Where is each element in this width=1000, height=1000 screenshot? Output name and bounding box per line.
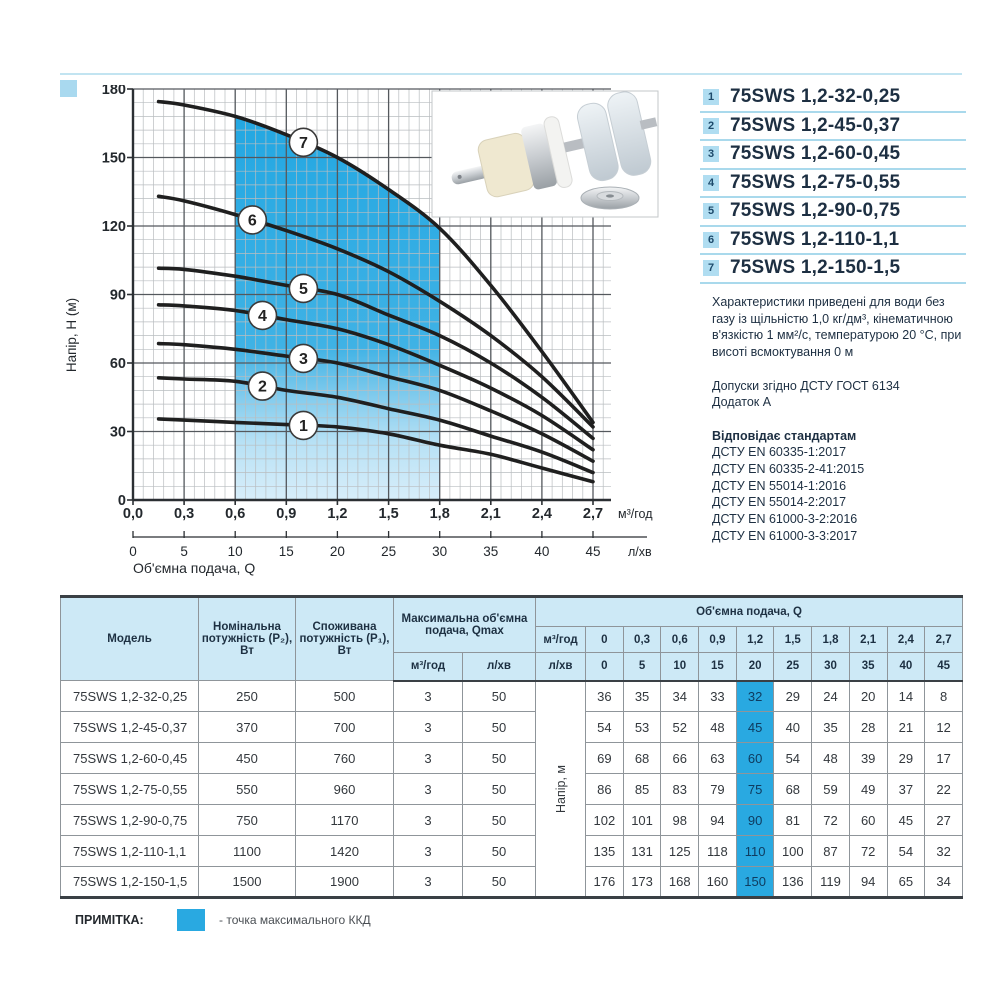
cell-head: 72 [812,805,850,836]
q-tick-m3: 1,5 [774,627,812,653]
cell-model: 75SWS 1,2-45-0,37 [61,712,199,743]
cell-head: 21 [887,712,925,743]
allowances-note [712,378,970,411]
col-header-nominal-power: Номінальна потужність (P₂), Вт [199,597,296,681]
cell-head: 81 [774,805,812,836]
legend-model-label: 75SWS 1,2-110-1,1 [730,228,900,250]
cell-head: 53 [623,712,661,743]
cell-head: 102 [586,805,624,836]
legend-item [700,113,966,142]
curve-label-5 [289,274,317,302]
q-tick-m3: 0,9 [699,627,737,653]
x-tick-label-lmin: 45 [585,544,601,559]
pump-curves-chart [60,85,692,585]
q-tick-lmin: 15 [699,653,737,681]
cell-head: 37 [887,774,925,805]
cell-p1: 1170 [296,805,394,836]
legend-model-label: 75SWS 1,2-90-0,75 [730,200,901,222]
cell-model: 75SWS 1,2-75-0,55 [61,774,199,805]
cell-p2: 750 [199,805,296,836]
curve-label-4 [249,301,277,329]
svg-text:5: 5 [298,280,308,298]
curve-label-6 [238,206,266,234]
cell-head: 118 [699,836,737,867]
cell-head: 20 [849,681,887,712]
cell-head: 60 [849,805,887,836]
cell-head: 48 [699,712,737,743]
cell-p1: 960 [296,774,394,805]
cell-head: 101 [623,805,661,836]
cell-head: 119 [812,867,850,898]
cell-qmax-m3: 3 [394,805,463,836]
legend-model-label: 75SWS 1,2-45-0,37 [730,114,901,136]
cell-head: 87 [812,836,850,867]
head-axis-label-cell: Напір, м [536,681,586,898]
cell-head: 176 [586,867,624,898]
cell-head: 135 [586,836,624,867]
cell-p1: 500 [296,681,394,712]
cell-head: 160 [699,867,737,898]
x-tick-label-m3h: 2,4 [531,506,552,522]
x-tick-label-lmin: 0 [129,544,137,559]
cell-head: 54 [586,712,624,743]
footnote-label: ПРИМІТКА: [75,913,144,927]
x-unit-primary: м³/год [618,507,653,521]
cell-head: 66 [661,743,699,774]
cell-qmax-lmin: 50 [463,836,536,867]
cell-head: 69 [586,743,624,774]
qmax-unit-m3: м³/год [394,653,463,681]
legend-model-label: 75SWS 1,2-75-0,55 [730,171,901,193]
legend-number-badge: 6 [703,232,719,248]
cell-head: 22 [925,774,963,805]
q-tick-m3: 2,4 [887,627,925,653]
col-header-consumed-power: Споживана потужність (P₁), Вт [296,597,394,681]
q-tick-lmin: 20 [736,653,774,681]
allowances-line-2: Додаток А [712,395,772,410]
legend-model-label: 75SWS 1,2-150-1,5 [730,257,901,279]
cell-head: 94 [699,805,737,836]
cell-qmax-m3: 3 [394,867,463,898]
col-header-q-section: Об'ємна подача, Q [536,597,963,627]
cell-qmax-m3: 3 [394,836,463,867]
cell-p1: 760 [296,743,394,774]
cell-head: 85 [623,774,661,805]
legend-item [700,255,966,284]
legend-number-badge: 2 [703,118,719,134]
svg-text:4: 4 [258,307,267,325]
cell-head: 173 [623,867,661,898]
q-row-unit-lmin: л/хв [536,653,586,681]
pump-parts-photo [432,86,667,217]
footnote [75,908,371,932]
cell-qmax-m3: 3 [394,743,463,774]
specification-table [60,595,963,899]
q-tick-lmin: 25 [774,653,812,681]
q-tick-m3: 2,7 [925,627,963,653]
cell-qmax-lmin: 50 [463,712,536,743]
cell-head: 14 [887,681,925,712]
cell-qmax-m3: 3 [394,681,463,712]
cell-head: 59 [812,774,850,805]
cell-head: 136 [774,867,812,898]
cell-p2: 550 [199,774,296,805]
cell-model: 75SWS 1,2-60-0,45 [61,743,199,774]
legend-item [700,227,966,256]
standard-entry: ДСТУ EN 55014-2:2017 [712,495,847,510]
curve-legend [700,84,966,284]
cell-head: 49 [849,774,887,805]
cell-head: 68 [774,774,812,805]
cell-p2: 450 [199,743,296,774]
cell-qmax-lmin: 50 [463,681,536,712]
cell-head: 35 [812,712,850,743]
x-tick-label-m3h: 0,3 [174,506,195,522]
x-unit-secondary: л/хв [628,545,652,559]
table-row [61,774,963,805]
cell-head: 32 [925,836,963,867]
cell-qmax-lmin: 50 [463,805,536,836]
svg-text:2: 2 [258,378,267,396]
legend-model-label: 75SWS 1,2-60-0,45 [730,143,901,165]
cell-head: 24 [812,681,850,712]
cell-head: 168 [661,867,699,898]
legend-number-badge: 3 [703,146,719,162]
allowances-line-1: Допуски згідно ДСТУ ГОСТ 6134 [712,378,900,393]
cell-head: 72 [849,836,887,867]
col-header-qmax: Максимальна об'ємна подача, Qmax [394,597,536,653]
cell-head: 83 [661,774,699,805]
cell-head: 48 [812,743,850,774]
max-efficiency-legend-swatch [177,909,205,931]
qmax-unit-lmin: л/хв [463,653,536,681]
svg-text:1: 1 [298,417,308,435]
cell-head: 131 [623,836,661,867]
cell-qmax-lmin: 50 [463,743,536,774]
cell-head: 34 [925,867,963,898]
curve-label-7 [289,128,317,156]
x-tick-label-lmin: 20 [329,544,345,559]
x-axis-caption: Об'ємна подача, Q [133,560,256,576]
y-tick-label: 0 [117,493,126,509]
cell-head-max-efficiency: 60 [736,743,774,774]
cell-head-max-efficiency: 90 [736,805,774,836]
cell-p1: 1420 [296,836,394,867]
cell-head-max-efficiency: 32 [736,681,774,712]
cell-head: 98 [661,805,699,836]
cell-head: 29 [774,681,812,712]
x-tick-label-m3h: 1,8 [429,506,450,522]
standards-block [712,428,970,544]
x-tick-label-m3h: 0,9 [276,506,297,522]
cell-p2: 1500 [199,867,296,898]
cell-head-max-efficiency: 45 [736,712,774,743]
cell-head: 52 [661,712,699,743]
table-row [61,805,963,836]
x-tick-label-lmin: 40 [534,544,550,559]
table-row [61,867,963,898]
cell-qmax-lmin: 50 [463,774,536,805]
cell-qmax-m3: 3 [394,774,463,805]
legend-number-badge: 1 [703,89,719,105]
legend-number-badge: 7 [703,260,719,276]
cell-head: 34 [661,681,699,712]
cell-head-max-efficiency: 110 [736,836,774,867]
x-tick-label-m3h: 1,5 [378,506,399,522]
q-tick-lmin: 30 [812,653,850,681]
legend-item [700,198,966,227]
x-tick-label-lmin: 15 [278,544,294,559]
cell-p1: 700 [296,712,394,743]
x-tick-label-m3h: 0,6 [225,506,246,522]
q-tick-lmin: 40 [887,653,925,681]
cell-head: 63 [699,743,737,774]
x-tick-label-lmin: 5 [180,544,188,559]
cell-p1: 1900 [296,867,394,898]
cell-head: 27 [925,805,963,836]
standard-entry: ДСТУ EN 61000-3-3:2017 [712,528,858,543]
table-row [61,836,963,867]
curve-label-1 [289,411,317,439]
cell-head: 12 [925,712,963,743]
standard-entry: ДСТУ EN 61000-3-2:2016 [712,511,858,526]
svg-text:7: 7 [298,134,308,152]
legend-item [700,141,966,170]
q-tick-lmin: 35 [849,653,887,681]
y-axis-caption: Напір, H (м) [64,297,79,373]
cell-qmax-m3: 3 [394,712,463,743]
x-tick-label-lmin: 10 [227,544,243,559]
y-tick-label: 120 [101,219,126,235]
x-tick-label-m3h: 0,0 [122,506,144,522]
top-divider-line [60,73,962,75]
svg-text:3: 3 [298,350,308,368]
table-row [61,743,963,774]
legend-item [700,170,966,199]
cell-head: 33 [699,681,737,712]
standards-title: Відповідає стандартам [712,428,857,443]
y-tick-label: 180 [101,85,126,98]
characteristics-note: Характеристики приведені для води без газу із щільністю 1,0 кг/дм³, кінематичною в'язкістю 1 мм²/с, температурою 20 °С, при висоті всмоктування 0 м [712,295,962,359]
x-tick-label-m3h: 2,1 [480,506,501,522]
table-row [61,681,963,712]
cell-p2: 250 [199,681,296,712]
y-tick-label: 60 [109,356,126,372]
q-tick-m3: 0 [586,627,624,653]
q-row-unit-m3: м³/год [536,627,586,653]
cell-head: 125 [661,836,699,867]
footnote-text: - точка максимального ККД [219,913,371,927]
cell-model: 75SWS 1,2-90-0,75 [61,805,199,836]
cell-head: 45 [887,805,925,836]
cell-head-max-efficiency: 150 [736,867,774,898]
y-tick-label: 90 [109,287,126,304]
cell-head: 39 [849,743,887,774]
standards-list [712,444,970,544]
q-tick-m3: 2,1 [849,627,887,653]
cell-head: 86 [586,774,624,805]
x-tick-label-m3h: 1,2 [327,506,348,522]
q-tick-m3: 1,2 [736,627,774,653]
q-tick-lmin: 45 [925,653,963,681]
legend-number-badge: 5 [703,203,719,219]
cell-head: 28 [849,712,887,743]
cell-head: 100 [774,836,812,867]
q-tick-m3: 0,3 [623,627,661,653]
table-row [61,712,963,743]
cell-qmax-lmin: 50 [463,867,536,898]
cell-model: 75SWS 1,2-32-0,25 [61,681,199,712]
cell-head: 17 [925,743,963,774]
q-tick-m3: 1,8 [812,627,850,653]
cell-head: 79 [699,774,737,805]
cell-head: 29 [887,743,925,774]
cell-head: 65 [887,867,925,898]
x-tick-label-lmin: 25 [381,544,397,559]
cell-head-max-efficiency: 75 [736,774,774,805]
curve-label-2 [249,372,277,400]
cell-p2: 1100 [199,836,296,867]
q-tick-lmin: 10 [661,653,699,681]
q-tick-lmin: 5 [623,653,661,681]
y-tick-label: 150 [101,150,126,167]
cell-model: 75SWS 1,2-110-1,1 [61,836,199,867]
cell-head: 68 [623,743,661,774]
cell-head: 54 [887,836,925,867]
x-tick-label-m3h: 2,7 [582,506,604,522]
curve-label-3 [289,344,317,372]
x-tick-label-lmin: 35 [483,544,499,559]
legend-number-badge: 4 [703,175,719,191]
y-tick-label: 30 [109,424,126,441]
q-tick-m3: 0,6 [661,627,699,653]
q-tick-lmin: 0 [586,653,624,681]
x-tick-label-lmin: 30 [432,544,448,559]
cell-head: 35 [623,681,661,712]
cell-head: 54 [774,743,812,774]
cell-head: 36 [586,681,624,712]
cell-head: 8 [925,681,963,712]
cell-head: 94 [849,867,887,898]
standard-entry: ДСТУ EN 55014-1:2016 [712,478,847,493]
standard-entry: ДСТУ EN 60335-2-41:2015 [712,462,865,476]
cell-p2: 370 [199,712,296,743]
cell-head: 40 [774,712,812,743]
chart-svg [60,85,692,585]
standard-entry: ДСТУ EN 60335-1:2017 [712,445,847,460]
info-block [712,294,970,544]
legend-model-label: 75SWS 1,2-32-0,25 [730,86,901,108]
col-header-model: Модель [61,597,199,681]
cell-model: 75SWS 1,2-150-1,5 [61,867,199,898]
legend-item [700,84,966,113]
svg-text:6: 6 [247,212,257,230]
